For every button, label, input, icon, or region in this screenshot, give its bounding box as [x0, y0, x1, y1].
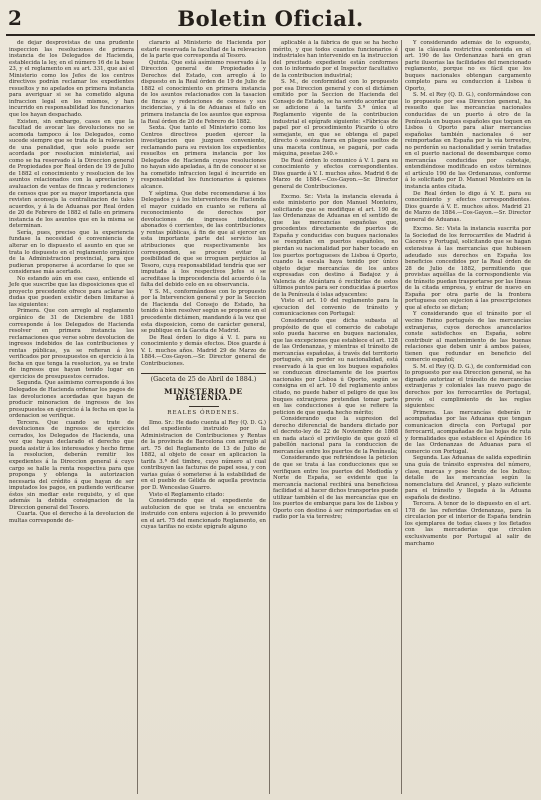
paragraph: Considerando que el expediente de autolucion de que se trata se encuentra instruido con entera sujecion á lo prevenido en el art. 75 del mencionado Reglamento, en cuyas tarifas no existe epígrafe alguno: [141, 498, 266, 531]
paragraph: Considerando que refiriéndose la peticion de que se trata á las conducciones que se verifiquen entre los puertos del Mediodía y Norte de España, se evidente que la mercancía nacional recibirá una beneficiosa facilidad si al hacer dichos transportes puede utilizar también el de las mercancías que en los puertos de embarque para los de Lisboa y Oporto con destino á ser reimportadas en el radio por la vía terrestre;: [273, 455, 398, 521]
gazette-date: (Gaceta de 25 de Abril de 1884.): [150, 375, 257, 384]
journal-title: Boletin Oficial.: [177, 6, 364, 31]
header-rule: [6, 34, 535, 36]
paragraph: de dejar desprovistas de una prudente inspeccion las resoluciones de primera instancia de los Delegados de Hacienda, establecida la ley, en el número 16 de la base 23, y el reglamento en su art. 331, que así el Ministerio como los Jefes de los centros directivos podrán reclamar los expedientes resueltos y no apelados en primera instancia para averiguar si se ha cometido alguna infraccion legal en los mismos, y han incurrido en responsabilidad los funcionarios que los hayan despachado.: [9, 40, 134, 119]
paragraph: S. M. el Rey (Q. D. G.), de conformidad con lo propuesto por esa Direccion general, se ha dignado autorizar el tránsito de mercancías extranjeras y coloniales las nuevo pago de derechos por los ferrocarriles de Portugal, previo el cumplimiento de las reglas siguientes:: [405, 363, 531, 410]
paragraph: Sería, pues, preciso que la experiencia fundase la necesidad ó conveniencia de alterar en lo dispuesto el asunto en que se trata lo dispuesto en el reglamento orgánico de la Administracion provincial, para que pudieran proponerse á acordarse lo que se considerase más acertado.: [9, 229, 134, 276]
paragraph: Existen, sin embargo, casos en que la facultad de avocar las devoluciones no se acomoda tampoco á los Delegados, como sucede siempre que se trata de la relevacion de una penalidad, que solo puede ser acordada por resolucion ministerial, así como se ha reservado á la Direccion general de Propiedades por Real órden de 19 de Julio de 1882 el conocimiento y resolucion de los asuntos relacionados con la apreciacion y avaluacion de ventas de fincas y redenciones de censos que por su mayor importancia que revisten aconseja la centralizacion de tales acuerdos, y á la de Aduanas por Real órden de 20 de Febrero de 1882 el fallo en primera instancia de los asuntos que en la misma se determinan.: [9, 118, 134, 230]
paragraph: aplicable á la fábrica de que se ha hecho mérito, y que todos cuantos funcionarios é industriales han intervenido en la instruccion del precitado expediente están conformes con lo informado por el Inspector facultativo de la contribucion industrial;: [273, 40, 398, 79]
paragraph: S. M., de conformidad con lo propuesto por esa Direccion general y con el dictámen emitido por la Seccion de Hacienda del Consejo de Estado, se ha servido acordar que se adicione á la tarifa 3.ª única al Reglamento vigente de la contribucion industrial el epígrafe siguiente: «Fábricas de papel por el procedimiento Picardo ú otro semejante, en que se obtenga el papel directo ó sosiéza fuera en pliegos sueltos de una maceta continua, se pagará, por cada máquina, pesetas 240.»: [273, 79, 398, 158]
paragraph: Considerando que la supresion del derecho diferencial de bandera dictado por el decreto-ley de 22 de Noviembre de 1868 en nada atacó el privilegio de que gozó el pabellón nacional para la conduccion de mercancías entre los puertos de la Península;: [273, 416, 398, 455]
paragraph: Primera. Que con arreglo al reglamento orgánico de 31 de Diciembre de 1881 corresponde á los Delegados de Hacienda resolver en primera instancia las reclamaciones que verse sobre devolucion de ingresos indebidos de las contribuciones y rentas públicas, ya se refieran á los verificados por presupuestos en ejercicio á la fecha en que tenga la resolucion, ya se trate de ingresos que hayan tenido lugar en ejercicios de presupuestos cerrados.: [9, 308, 134, 380]
paragraph: Segunda. Las Aduanas de salida expedirán una guía de tránsito expresiva del número, clase, marcas y peso bruto de los bultos; detalle de las mercancías según la nomenclatura del Arancel, y plazo suficiente para el tránsito y llegada á la Aduana española de destino.: [405, 455, 531, 501]
paragraph: Y considerando además de lo expuesto, que la cláusula restrictiva contenida en el art. 190 de las Ordenanzas hará en gran parte ilusorias las facilidades del mencionado reglamento, porque no es fácil que los buques nacionales obtengan cargamento completo para su conduccion á Lisboa ú Oporto,: [405, 40, 531, 92]
short-divider: [189, 406, 219, 407]
paragraph: De Real órden lo digo á V. E. para su conocimiento y efectos correspondientes. Dios guarde á V. E. muchos años. Madrid 21 de Marzo de 1884.—Cos-Gayon.—Sr. Director general de Aduanas.: [405, 190, 531, 223]
column-3: [270, 40, 402, 794]
paragraph: No estando aún en ese caso, entiende el Jefe que suscribe que las disposiciones que el proyecto precedente ofrece para aclarar las dudas que pueden existir deben limitarse á las siguientes:: [9, 275, 134, 308]
page-number: 2: [8, 6, 22, 30]
paragraph: Quinta. Que está asímismo reservado á la Direccion general de Propiedades y Derechos del Estado, con arreglo á lo dispuesto en la Real órden de 19 de Julio de 1882 el conocimiento en primera instancia de los asuntos relacionados con la tasacion de fincas y redenciones de censos y sus incidencias, y á la de Aduanas el fallo en primera instancia de los asuntos que expresa la Real órden de 20 de Febrero de 1882.: [141, 59, 266, 125]
paragraph: Ilmo. Sr.: He dado cuenta al Rey (Q. D. G.) del expediente instruido por la Administracion de Contribuciones y Rentas de la provincia de Barcelona con arreglo al art. 75 del Reglamento de 13 de Julio de 1882, al objeto de cesar en aplicacion la tarifa 3.ª del timbre, cuyo número al cual contribuyen las facturas de papel sosa, y con varias guías ó someterse á la estabilidad de en el pueblo de Gélida de aquella provincia por D. Wenceslao Guarro.: [141, 419, 266, 491]
paragraph: Y considerando que el tránsito por el vecino Reino portugués de las mercancías extranjeras, cuyos derechos arancelarios conste satisfechos en España, sobre contribuir al mantenimiento de las buenas relaciones que deben unir á ambos países, tienen que redundar en beneficio del comercio español;: [405, 311, 531, 364]
paragraph: De Real órden lo digo á V. I. para su conocimiento y demás efectos. Dios guarde á V. I. muchos años. Madrid 29 de Marzo de 1884.—Cos-Gayon.—Sr. Director general de Contribuciones.: [141, 334, 266, 367]
paragraph: Considerando que dicha subasta al propósito de que el comercio de cabotaje solo pueda hacerse en buques nacionales, que las excepciones que establece el art. 128 de las Ordenanzas, y mientras el tránsito de mercancías españolas, á través del territorio portugués, sin perder su nacionalidad, está reservado á la que en los buques españoles se conduzcan directamente de los puertos nacionales por Lisboa ú Oporto, según se consigna en el art. 10 del reglamento antes citado, no puede haber el peligro de que los buques extranjeros pretendan tomar parte en las conducciones á que se refiere la peticion de que queda hecho mérito;: [273, 317, 398, 416]
paragraph: Visto el Reglamento citado:: [149, 491, 225, 498]
paragraph: Y S. M., conformándose con lo propuesto por la Intervencion general y por la Seccion de Hacienda del Consejo de Estado, ha tenido á bien resolver según se propone en el precedente dictámen, mandando á la vez que esta disposicion, como de carácter general, se publique en la Gaceta de Madrid.: [141, 288, 266, 335]
paragraph: Primera. Las mercancías deberán ir acompañadas por las Aduanas que tengan comunicacion directa con Portugal por ferrocarril, acompañadas de las hojas de ruta y formalidades que establece el Apéndice 16 de las Ordenanzas de Aduanas para el comercio con Portugal.: [405, 409, 531, 455]
section-divider: [141, 373, 266, 374]
section-subtitle: REALES ÓRDENES.: [167, 409, 240, 416]
paragraph: De Real órden lo comunico á V. I. para su conocimiento y efectos correspondientes. Dios guarde á V. I. muchos años. Madrid 6 de Marzo de 1884.—Cos-Gayon.—Sr. Director general de Contribuciones.: [273, 157, 398, 191]
page-header: [0, 0, 541, 34]
paragraph: Sexta. Que tanto el Ministerio como los Centros directivos pueden ejercer la investigacion que juzguen conveniente, reclamando para su revision los expedientes resueltos en primera instancia por los Delegados de Hacienda cuyas resoluciones no hayan sido apeladas, á fin de conocer si se ha cometido infraccion legal é incurrido en responsabilidad los funcionarios á quienes alcance.: [141, 125, 266, 191]
paragraph: Excmo. Sr.: Vista la instancia elevada á este ministerio por don Manuel Monteiro, solicitando que se modifique el art. 190 de las Ordenanzas de Aduanas en el sentido de que las mercancías españolas que, procedentes directamente de puertos de España y conducidas con buques nacionales se reexpidan en puertos españoles, no pierdan su nacionalidad por haber tocado en los puertos portugueses de Lisboa ú Oporto, cuando la escala haya tenido por único objeto dejar mercancías de los antes expresadas con destino á Badajoz y á Valencia de Alcántara ó recibirlas de estos últimos puntos para ser conducidas á puertos de la Península é islas adyacentes:: [273, 193, 398, 298]
paragraph: Segunda. Que asímismo corresponde á los Delegados de Hacienda ordenar los pagos de las devoluciones acordadas que hayan de producir minoracion de ingresos de los presupuestos en ejercicio á la fecha en que la ordenacion se verifique.: [9, 380, 134, 420]
text-columns: [6, 40, 535, 794]
paragraph: Cuarta. Que el derecho á la devolucion de multas corresponde de-: [9, 511, 134, 524]
column-2: [138, 40, 270, 794]
section-title: MINISTERIO DE HACIENDA.: [164, 386, 243, 403]
paragraph: clarario al Ministerio de Hacienda por estarle reservada la facultad de la relevacion de la parte que corresponda al Tesoro.: [141, 40, 266, 60]
column-4: [402, 40, 534, 794]
paragraph: Tercera. A tenor de lo dispuesto en el art. 178 de las referidas Ordenanzas, para la circulacion por el interior de España tendrán los ejemplares de todas clases y los fletados con las mercaderías que circulen exclusivamente por Portugal al salir de marchamo: [405, 501, 531, 547]
paragraph: Visto el art. 10 del reglamento para la ejecucion del convenio de tránsito y comunicaciones con Portugal:: [273, 298, 398, 318]
paragraph: Tercera. Que cuando se trate de devoluciones de ingresos de ejercicios cerrados, los Delegados de Hacienda, una vez que hayan declarado el derecho que pueda asistir á los interesados y hecho firme la resolucion, deberán remitir los expedientes á la Direccion general á cuyo cargo se halle la renta respectiva para que proponga y obtenga la autorizacion necesaria del crédito á que hayan de ser imputados los pagos, en pudiendo verificarse éstos sin mediar este requisito, y el que además la debida consignacion de la Direccion general del Tesoro.: [9, 419, 134, 511]
paragraph: Y séptima. Que debe recomendarse á los Delegados y á los Interventores de Hacienda el mayor cuidado en cuanto se refiera al reconocimiento de derechos por devoluciones de ingresos indebidos, abonados ó corrientes, de las contribuciones y rentas públicas, á fin de que al ejercer en esta importante parte del servicio las atribuciones que respectivamente les corresponden, se procure evitar la posibilidad de que se irroguen perjuicios al Tesoro, cuya responsabilidad tendría que ser imputada á los respectivos Jefes si se acreditase la improcedencia del acuerdo ó la falta del debido celo en su observancia.: [141, 190, 266, 289]
paragraph: S. M. el Rey (Q. D. G.), conformándose con lo propuesto por esa Direccion general, ha resuelto que las mercancías nacionales conducidas de un puerto á otro de la Península en buques españoles que toquen en Lisboa ú Oporto para aliar mercancías españolas también nacionales ó ser reimportadas en España por la vía terrestre, no perderán su nacionalidad y serán tratadas en el puerto nacional de desembarque como mercancías conducidas por cabotaje, entendiéndose modificado en estos términos el artículo 190 de las Ordenanzas, conforme á lo solicitado por D. Manuel Monteiro en la instancia antes citada.: [405, 92, 531, 191]
paragraph: Excmo. Sr.: Vista la instancia suscrita por la Sociedad de los ferrocarriles de Madrid á Cáceres y Portugal, solicitando que se hagan extensivas á las mercancías que hubiesen adeudado sus derechos en España los beneficios concedidos por la Real órden de 28 de Julio de 1882, permitiendo que provistas aquéllas de la correspondiente vía de tránsito puedan trasportarse por las líneas de la citada empresa, y entrar de nuevo en España por otra parte de la frontera portuguesa con sujecion á las prescripciones que al efecto se dictan;: [405, 226, 531, 311]
column-1: [6, 40, 138, 794]
